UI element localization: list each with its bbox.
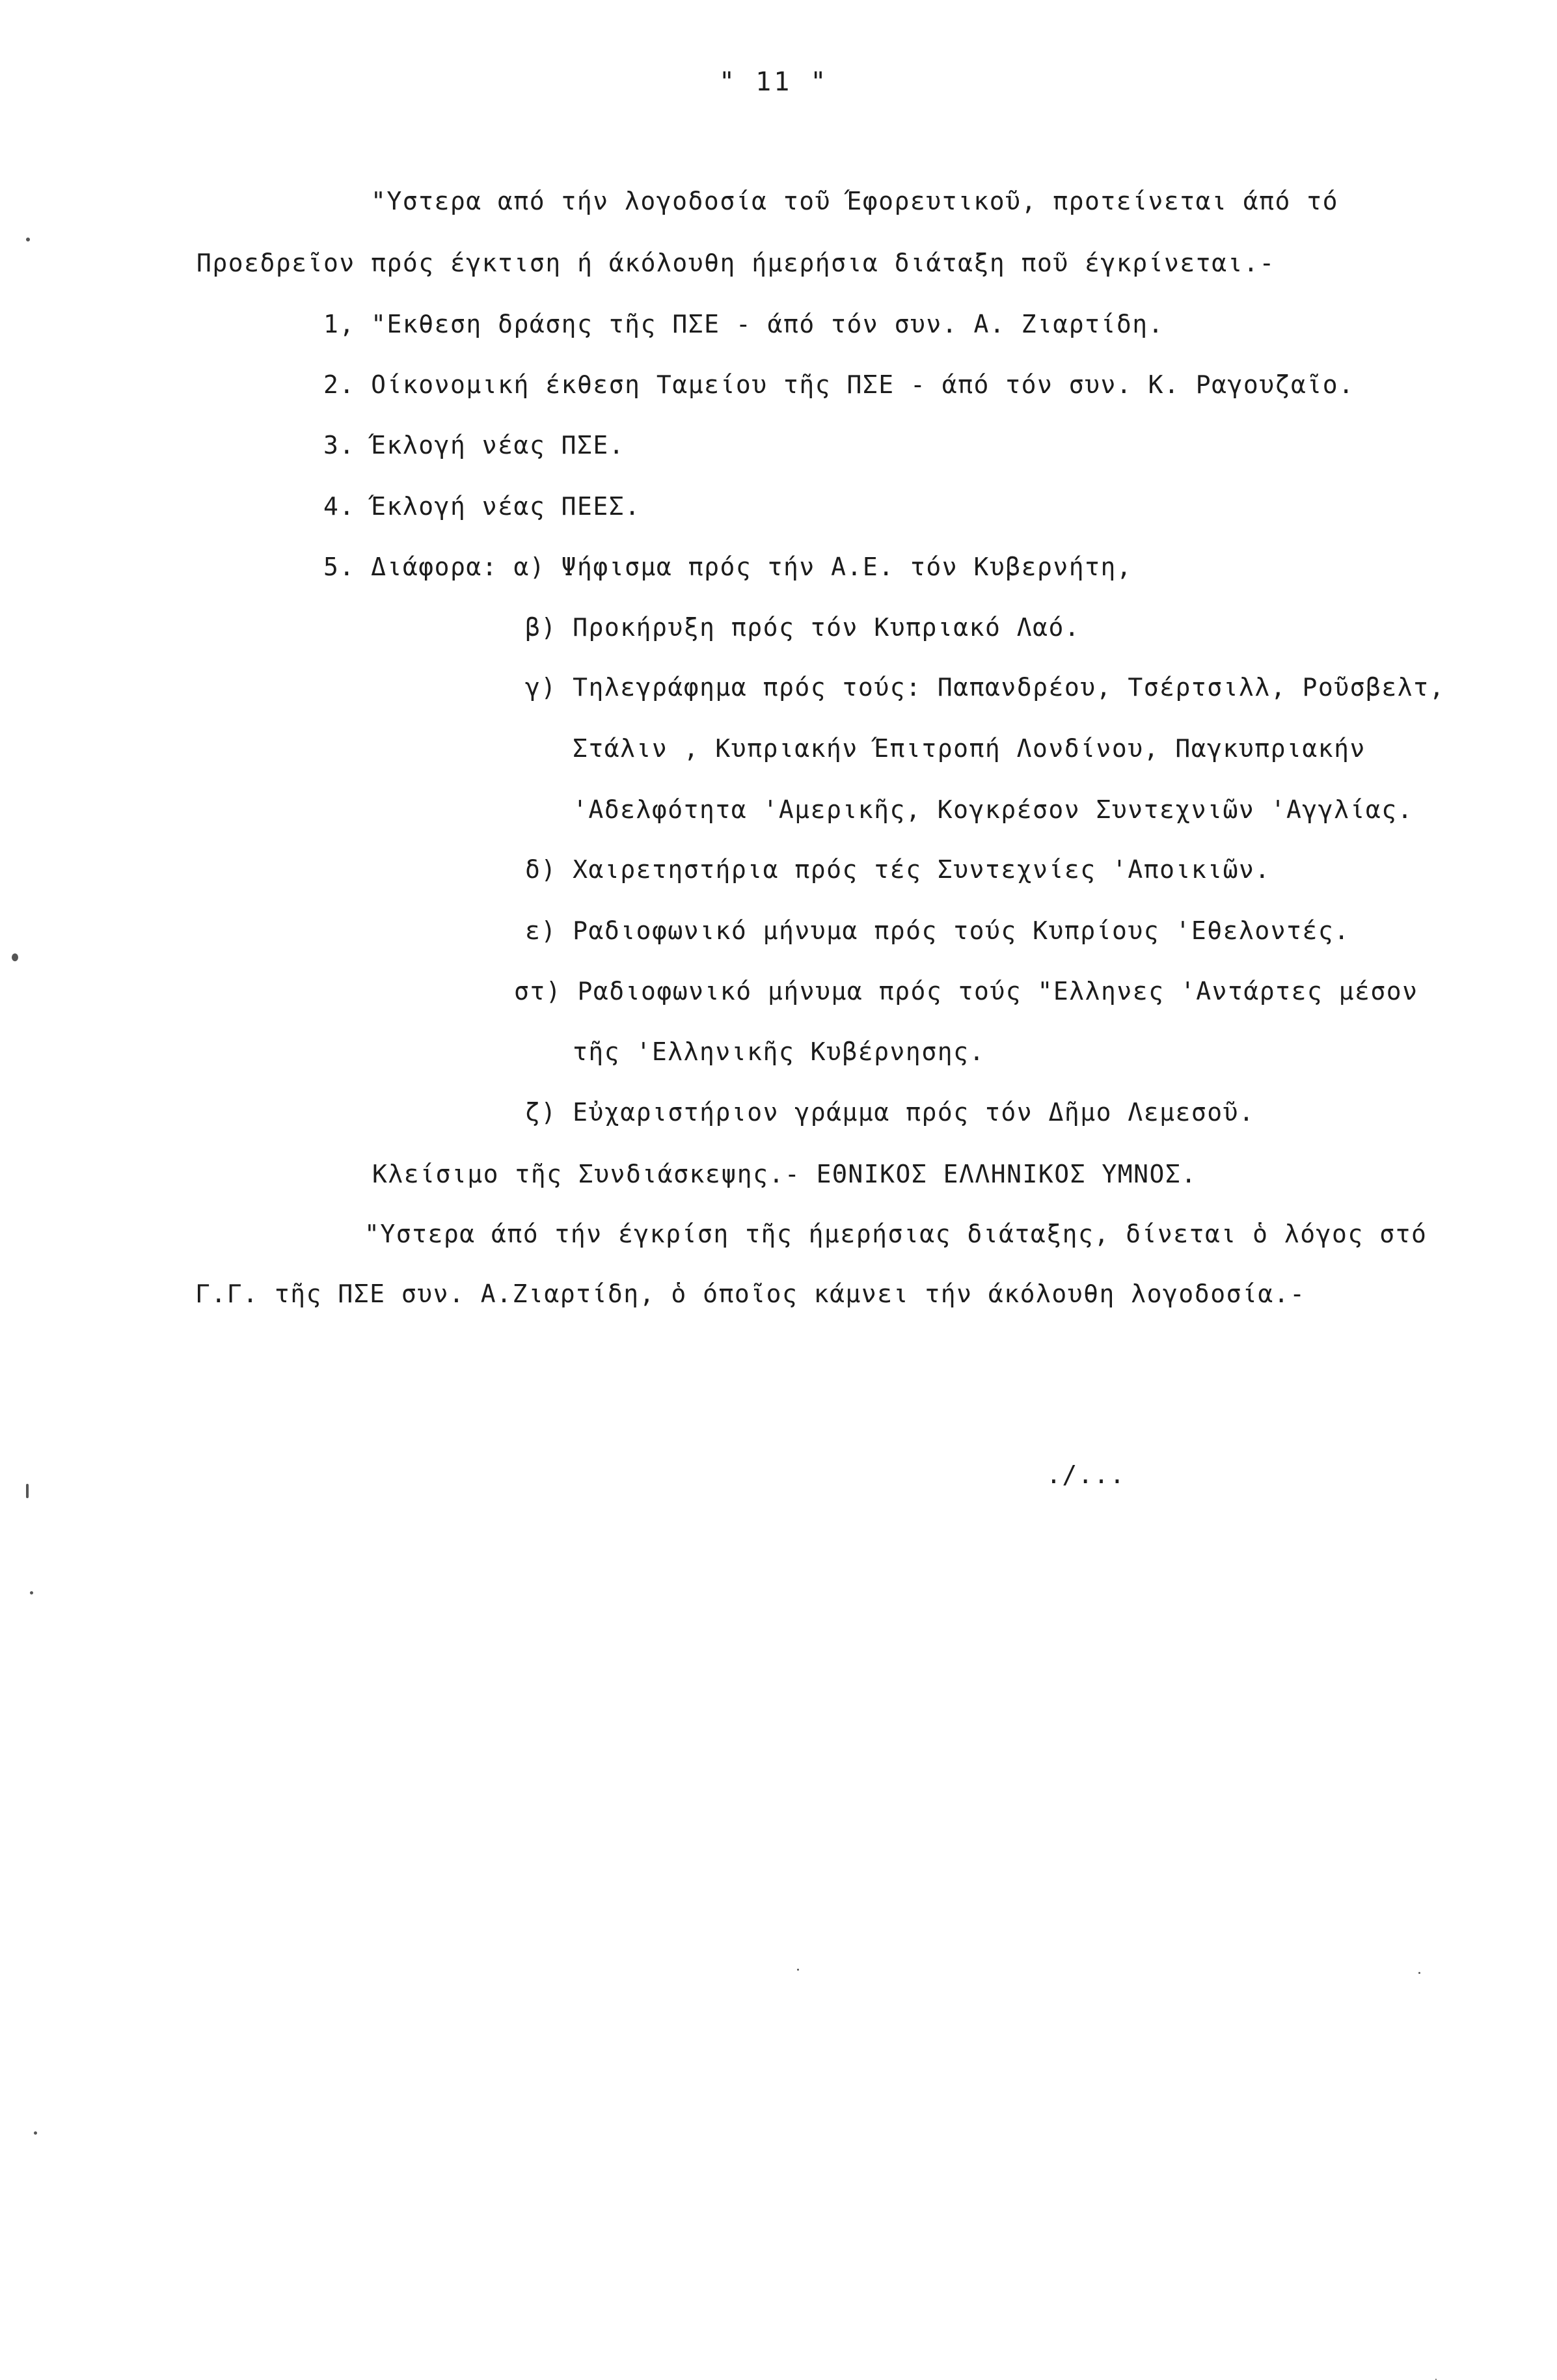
scan-speck: [12, 953, 18, 961]
after-line-1: "Υστερα άπό τήν έγκρίση τῆς ήμερήσιας διάταξης, δίνεται ὁ λόγος στό: [364, 1220, 1428, 1248]
scan-speck: [1418, 1972, 1420, 1974]
agenda-item-4: 4. Έκλογή νέας ΠΕΕΣ.: [323, 492, 641, 521]
agenda-item-3: 3. Έκλογή νέας ΠΣΕ.: [323, 431, 625, 459]
intro-line-1: "Υστερα από τήν λογοδοσία τοῦ Έφορευτικοῦ, προτείνεται άπό τό: [371, 187, 1339, 215]
after-line-2: Γ.Γ. τῆς ΠΣΕ συν. Α.Ζιαρτίδη, ὁ όποῖος κάμνει τήν άκόλουθη λογοδοσία.-: [195, 1279, 1306, 1308]
agenda-sub-z: ζ) Εὐχαριστήριον γράμμα πρός τόν Δῆμο Λεμεσοῦ.: [525, 1098, 1255, 1127]
agenda-sub-e: ε) Ραδιοφωνικό μήνυμα πρός τούς Κυπρίους 'Εθελοντές.: [525, 916, 1350, 945]
scan-speck: [26, 1484, 29, 1498]
agenda-sub-d: δ) Χαιρετηστήρια πρός τές Συντεχνίες 'Αποικιῶν.: [525, 855, 1271, 884]
scan-speck: [26, 238, 30, 241]
agenda-item-1: 1, "Εκθεση δράσης τῆς ΠΣΕ - άπό τόν συν. Α. Ζιαρτίδη.: [323, 310, 1165, 338]
agenda-sub-st-line-1: στ) Ραδιοφωνικό μήνυμα πρός τούς "Ελληνες 'Αντάρτες μέσον: [514, 977, 1418, 1005]
agenda-sub-g-line-3: 'Αδελφότητα 'Αμερικῆς, Κογκρέσον Συντεχνιῶν 'Αγγλίας.: [573, 795, 1414, 824]
continuation-mark: ./...: [1046, 1460, 1126, 1489]
intro-line-2: Προεδρεῖον πρός έγκτιση ή άκόλουθη ήμερήσια διάταξη ποῦ έγκρίνεται.-: [196, 249, 1275, 277]
agenda-sub-g-line-1: γ) Τηλεγράφημα πρός τούς: Παπανδρέου, Τσέρτσιλλ, Ροῦσβελτ,: [525, 673, 1445, 702]
page-number: " 11 ": [719, 67, 829, 97]
agenda-sub-st-line-2: τῆς 'Ελληνικῆς Κυβέρνησης.: [573, 1037, 985, 1066]
agenda-item-5: 5. Διάφορα: α) Ψήφισμα πρός τήν Α.Ε. τόν Κυβερνήτη,: [323, 553, 1133, 581]
agenda-sub-b: β) Προκήρυξη πρός τόν Κυπριακό Λαό.: [525, 613, 1081, 642]
agenda-sub-g-line-2: Στάλιν , Κυπριακήν Έπιτροπή Λονδίνου, Παγκυπριακήν: [573, 734, 1366, 763]
scan-speck: [34, 2131, 37, 2135]
scan-speck: [30, 1591, 33, 1594]
scan-speck: [797, 1969, 799, 1971]
closing-line: Κλείσιμο τῆς Συνδιάσκεψης.- ΕΘΝΙΚΟΣ ΕΛΛΗΝΙΚΟΣ ΥΜΝΟΣ.: [372, 1160, 1197, 1188]
agenda-item-2: 2. Οίκονομική έκθεση Ταμείου τῆς ΠΣΕ - άπό τόν συν. Κ. Ραγουζαῖο.: [323, 370, 1355, 399]
